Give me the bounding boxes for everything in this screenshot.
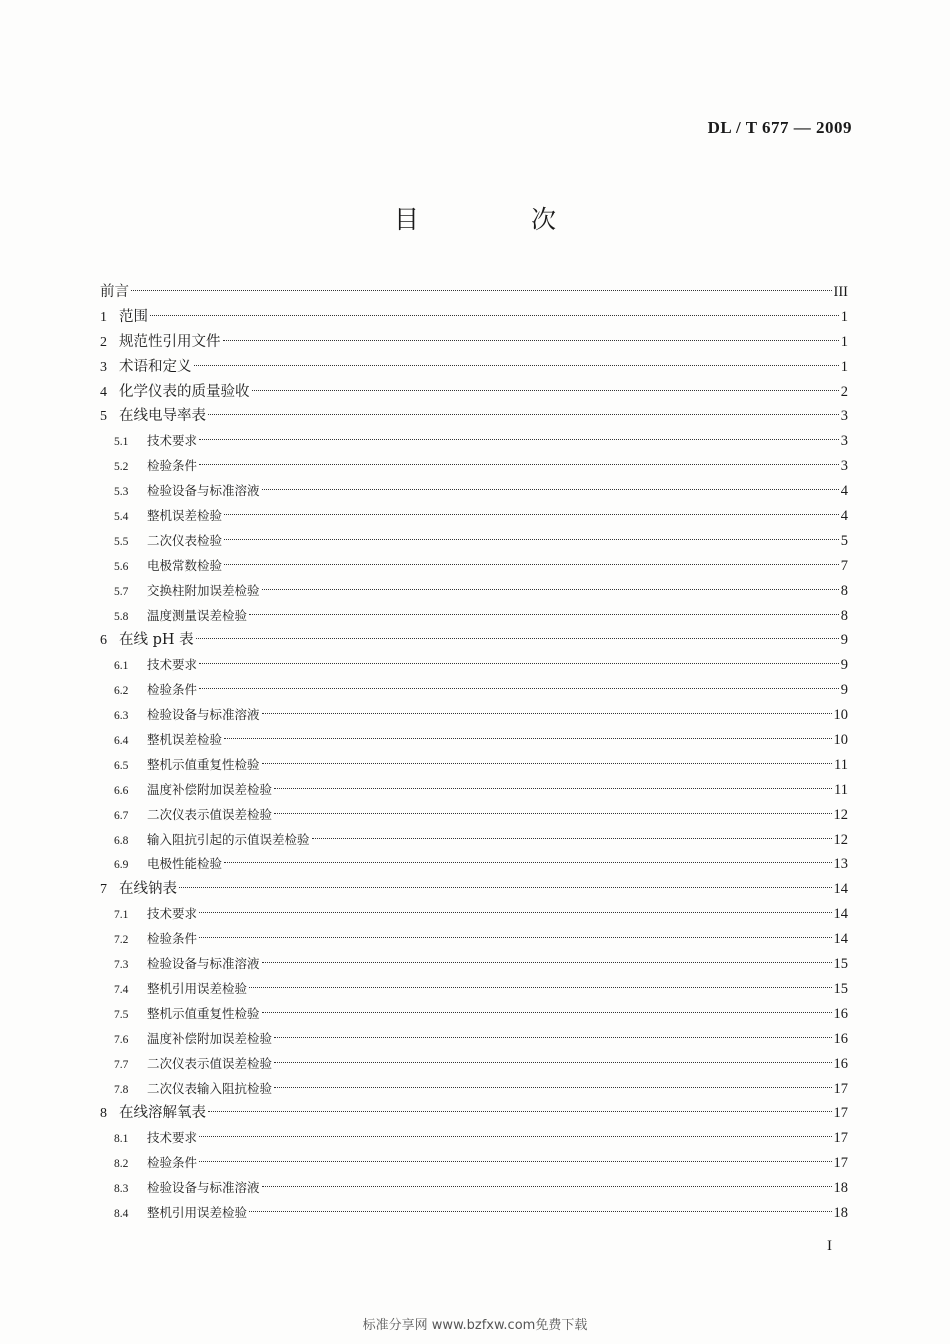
- toc-dot-leader: [224, 738, 831, 739]
- toc-entry-page: 1: [840, 333, 848, 350]
- toc-dot-leader: [199, 464, 839, 465]
- toc-section-entry[interactable]: [100, 902, 848, 927]
- toc-entry-page: 2: [840, 383, 848, 400]
- toc-entry-number: 8.3: [114, 1183, 129, 1196]
- toc-dot-leader: [150, 315, 839, 316]
- toc-entry-title: 技术要求: [147, 657, 198, 673]
- toc-entry-number: 8.4: [114, 1207, 129, 1220]
- toc-entry-title: 交换柱附加误差检验: [147, 582, 260, 598]
- toc-dot-leader: [262, 489, 839, 490]
- toc-entry-title: 术语和定义: [119, 358, 192, 375]
- toc-entry-number: 7.1: [114, 909, 129, 922]
- toc-entry-title: 电极性能检验: [147, 856, 223, 872]
- toc-entry-page: 12: [833, 831, 848, 848]
- toc-entry-page: 14: [833, 931, 848, 948]
- toc-entry-title: 输入阻抗引起的示值误差检验: [147, 831, 310, 847]
- toc-dot-leader: [199, 1161, 831, 1162]
- toc-entry-title: 整机误差检验: [147, 732, 223, 748]
- toc-section-entry[interactable]: [100, 778, 848, 803]
- toc-entry-page: 8: [840, 582, 848, 599]
- toc-dot-leader: [249, 1211, 831, 1212]
- toc-section-entry[interactable]: [100, 952, 848, 977]
- toc-entry-title: 温度补偿附加误差检验: [147, 781, 273, 797]
- toc-entry-page: 17: [833, 1130, 848, 1147]
- toc-entry-page: 18: [833, 1204, 848, 1221]
- toc-section-entry[interactable]: [100, 479, 848, 504]
- toc-entry-title: 二次仪表输入阻抗检验: [147, 1080, 273, 1096]
- toc-dot-leader: [199, 937, 831, 938]
- toc-dot-leader: [199, 1136, 831, 1137]
- toc-entry-page: 3: [840, 433, 848, 450]
- toc-entry-page: 7: [840, 557, 848, 574]
- toc-entry-page: 17: [833, 1155, 848, 1172]
- toc-section-entry[interactable]: [100, 977, 848, 1002]
- toc-entry-page: 15: [833, 980, 848, 997]
- toc-dot-leader: [262, 763, 833, 764]
- toc-section-entry[interactable]: [100, 429, 848, 454]
- toc-entry-page: 9: [840, 657, 848, 674]
- toc-entry-title: 在线 pH 表: [119, 632, 194, 649]
- toc-entry-number: 5.2: [114, 461, 129, 474]
- toc-dot-leader: [179, 887, 832, 888]
- toc-entry-page: 1: [840, 308, 848, 325]
- toc-section-entry[interactable]: [100, 678, 848, 703]
- toc-entry-title: 二次仪表示值误差检验: [147, 806, 273, 822]
- toc-entry-title: 规范性引用文件: [119, 333, 221, 350]
- toc-dot-leader: [262, 1012, 832, 1013]
- toc-entry-number: 5: [100, 409, 107, 425]
- toc-section-entry[interactable]: [100, 504, 848, 529]
- toc-section-entry[interactable]: [100, 828, 848, 853]
- toc-dot-leader: [223, 340, 839, 341]
- toc-entry-number: 8.1: [114, 1133, 129, 1146]
- toc-entry-number: 1: [100, 309, 107, 325]
- toc-entry-title: 在线钠表: [119, 881, 177, 898]
- toc-dot-leader: [274, 788, 832, 789]
- toc-entry-title: 电极常数检验: [147, 557, 223, 573]
- toc-dot-leader: [262, 1186, 832, 1187]
- toc-dot-leader: [199, 439, 839, 440]
- toc-entry-page: 15: [833, 956, 848, 973]
- toc-entry-title: 检验设备与标准溶液: [147, 956, 260, 972]
- toc-entry-number: 7.5: [114, 1008, 129, 1021]
- toc-section-entry[interactable]: [100, 728, 848, 753]
- toc-entry-page: 14: [833, 881, 848, 898]
- toc-entry-page: 16: [833, 1005, 848, 1022]
- toc-entry-title: 化学仪表的质量验收: [119, 383, 250, 400]
- page-number: I: [827, 1238, 832, 1254]
- toc-entry-title: 在线电导率表: [119, 408, 206, 425]
- toc-chapter-entry[interactable]: [100, 877, 848, 902]
- toc-entry-number: 6.6: [114, 784, 129, 797]
- toc-entry-page: 10: [833, 732, 848, 749]
- toc-entry-title: 技术要求: [147, 1130, 198, 1146]
- toc-section-entry[interactable]: [100, 454, 848, 479]
- toc-entry-number: 7.3: [114, 959, 129, 972]
- toc-entry-title: 整机示值重复性检验: [147, 756, 260, 772]
- toc-section-entry[interactable]: [100, 1151, 848, 1176]
- toc-chapter-entry[interactable]: [100, 628, 848, 653]
- toc-section-entry[interactable]: [100, 1052, 848, 1077]
- toc-entry-title: 技术要求: [147, 906, 198, 922]
- toc-entry-page: 13: [833, 856, 848, 873]
- toc-section-entry[interactable]: [100, 1201, 848, 1226]
- toc-entry-page: 11: [834, 756, 848, 773]
- toc-entry-page: 9: [840, 632, 848, 649]
- toc-entry-page: III: [833, 284, 848, 300]
- toc-dot-leader: [199, 663, 839, 664]
- toc-entry-title: 温度测量误差检验: [147, 607, 248, 623]
- toc-entry-number: 5.3: [114, 486, 129, 499]
- toc-entry-number: 7.6: [114, 1033, 129, 1046]
- toc-chapter-entry[interactable]: [100, 355, 848, 380]
- toc-entry-number: 7.2: [114, 934, 129, 947]
- toc-entry-number: 6.2: [114, 685, 129, 698]
- toc-entry-title: 整机引用误差检验: [147, 980, 248, 996]
- toc-entry-number: 7: [100, 882, 107, 898]
- toc-entry-title: 二次仪表检验: [147, 532, 223, 548]
- toc-entry-page: 17: [833, 1080, 848, 1097]
- toc-entry-title: 整机示值重复性检验: [147, 1005, 260, 1021]
- toc-entry-number: 7.7: [114, 1058, 129, 1071]
- toc-entry-title: 检验设备与标准溶液: [147, 1180, 260, 1196]
- toc-entry-page: 1: [840, 358, 848, 375]
- footer-watermark-text: 标准分享网 www.bzfxw.com免费下载: [362, 1318, 588, 1333]
- toc-dot-leader: [208, 414, 839, 415]
- toc-entry-page: 8: [840, 607, 848, 624]
- standard-code: DL / T 677 — 2009: [707, 118, 852, 137]
- toc-section-entry[interactable]: [100, 1176, 848, 1201]
- toc-entry-number: 5.4: [114, 511, 129, 524]
- toc-entry-number: 5.1: [114, 436, 129, 449]
- toc-section-entry[interactable]: [100, 1002, 848, 1027]
- toc-dot-leader: [224, 539, 839, 540]
- toc-entry-title: 检验设备与标准溶液: [147, 483, 260, 499]
- toc-entry-page: 11: [834, 781, 848, 798]
- toc-entry-number: 6.3: [114, 710, 129, 723]
- toc-section-entry[interactable]: [100, 753, 848, 778]
- toc-dot-leader: [274, 813, 831, 814]
- toc-section-entry[interactable]: [100, 1077, 848, 1102]
- toc-dot-leader: [208, 1111, 832, 1112]
- toc-section-entry[interactable]: [100, 604, 848, 629]
- toc-section-entry[interactable]: [100, 1027, 848, 1052]
- toc-entry-number: 8: [100, 1106, 107, 1122]
- toc-entry-number: 2: [100, 334, 107, 350]
- toc-entry-page: 17: [833, 1105, 848, 1122]
- toc-section-entry[interactable]: [100, 579, 848, 604]
- toc-entry-number: 6: [100, 633, 107, 649]
- toc-dot-leader: [249, 987, 831, 988]
- toc-dot-leader: [249, 614, 839, 615]
- toc-entry-page: 12: [833, 806, 848, 823]
- toc-entry-number: 7.4: [114, 983, 129, 996]
- toc-entry-number: 5.5: [114, 535, 129, 548]
- toc-entry-number: 6.5: [114, 759, 129, 772]
- toc-entry-title: 检验条件: [147, 682, 198, 698]
- toc-entry-page: 16: [833, 1030, 848, 1047]
- toc-section-entry[interactable]: [100, 803, 848, 828]
- toc-entry-page: 16: [833, 1055, 848, 1072]
- toc-entry-title: 整机误差检验: [147, 508, 223, 524]
- toc-entry-page: 4: [840, 508, 848, 525]
- toc-dot-leader: [199, 912, 831, 913]
- toc-section-entry[interactable]: [100, 653, 848, 678]
- toc-section-entry[interactable]: [100, 927, 848, 952]
- toc-chapter-entry[interactable]: [100, 380, 848, 405]
- toc-entry-title: 范围: [119, 308, 148, 325]
- toc-entry-title: 在线溶解氧表: [119, 1105, 206, 1122]
- toc-entry-title: 检验条件: [147, 1155, 198, 1171]
- toc-entry-number: 5.7: [114, 585, 129, 598]
- toc-dot-leader: [224, 514, 839, 515]
- toc-entry-number: 6.8: [114, 834, 129, 847]
- toc-entry-page: 9: [840, 682, 848, 699]
- toc-chapter-entry[interactable]: [100, 404, 848, 429]
- toc-dot-leader: [274, 1087, 831, 1088]
- toc-dot-leader: [252, 390, 839, 391]
- toc-entry-title: 检验条件: [147, 458, 198, 474]
- toc-section-entry[interactable]: [100, 529, 848, 554]
- toc-entry-title: 技术要求: [147, 433, 198, 449]
- page-title: 目 次: [394, 205, 608, 234]
- toc-dot-leader: [262, 962, 832, 963]
- toc-section-entry[interactable]: [100, 554, 848, 579]
- toc-section-entry[interactable]: [100, 852, 848, 877]
- toc-dot-leader: [224, 862, 831, 863]
- toc-chapter-entry[interactable]: [100, 305, 848, 330]
- toc-dot-leader: [312, 838, 832, 839]
- toc-dot-leader: [196, 638, 839, 639]
- toc-entry-page: 18: [833, 1180, 848, 1197]
- toc-dot-leader: [262, 589, 839, 590]
- toc-entry-number: 7.8: [114, 1083, 129, 1096]
- toc-entry-number: 5.6: [114, 560, 129, 573]
- toc-entry-title: 检验条件: [147, 931, 198, 947]
- toc-dot-leader: [274, 1037, 831, 1038]
- toc-entry-title: 二次仪表示值误差检验: [147, 1055, 273, 1071]
- toc-chapter-entry[interactable]: [100, 1101, 848, 1126]
- toc-entry-number: 6.4: [114, 735, 129, 748]
- toc-entry-page: 3: [840, 408, 848, 425]
- toc-entry-number: 4: [100, 384, 107, 400]
- toc-entry-number: 8.2: [114, 1158, 129, 1171]
- toc-entry-page: 5: [840, 532, 848, 549]
- toc-entry-page: 14: [833, 906, 848, 923]
- toc-entry-number: 6.7: [114, 809, 129, 822]
- toc-entry-title: 温度补偿附加误差检验: [147, 1030, 273, 1046]
- toc-chapter-entry[interactable]: [100, 280, 848, 305]
- toc-entry-title: 检验设备与标准溶液: [147, 707, 260, 723]
- toc-dot-leader: [194, 365, 839, 366]
- toc-dot-leader: [131, 290, 832, 291]
- toc-entry-number: 6.1: [114, 660, 129, 673]
- toc-dot-leader: [199, 688, 839, 689]
- toc-dot-leader: [224, 564, 839, 565]
- toc-chapter-entry[interactable]: [100, 330, 848, 355]
- toc-entry-number: 5.8: [114, 610, 129, 623]
- toc-entry-page: 4: [840, 483, 848, 500]
- toc-dot-leader: [262, 713, 832, 714]
- toc-section-entry[interactable]: [100, 1126, 848, 1151]
- toc-entry-page: 3: [840, 458, 848, 475]
- toc-dot-leader: [274, 1062, 831, 1063]
- toc-entry-page: 10: [833, 707, 848, 724]
- table-of-contents: [100, 280, 848, 1226]
- toc-entry-number: 6.9: [114, 859, 129, 872]
- toc-section-entry[interactable]: [100, 703, 848, 728]
- toc-entry-number: 3: [100, 359, 107, 375]
- toc-entry-title: 整机引用误差检验: [147, 1204, 248, 1220]
- toc-entry-title: 前言: [100, 284, 129, 300]
